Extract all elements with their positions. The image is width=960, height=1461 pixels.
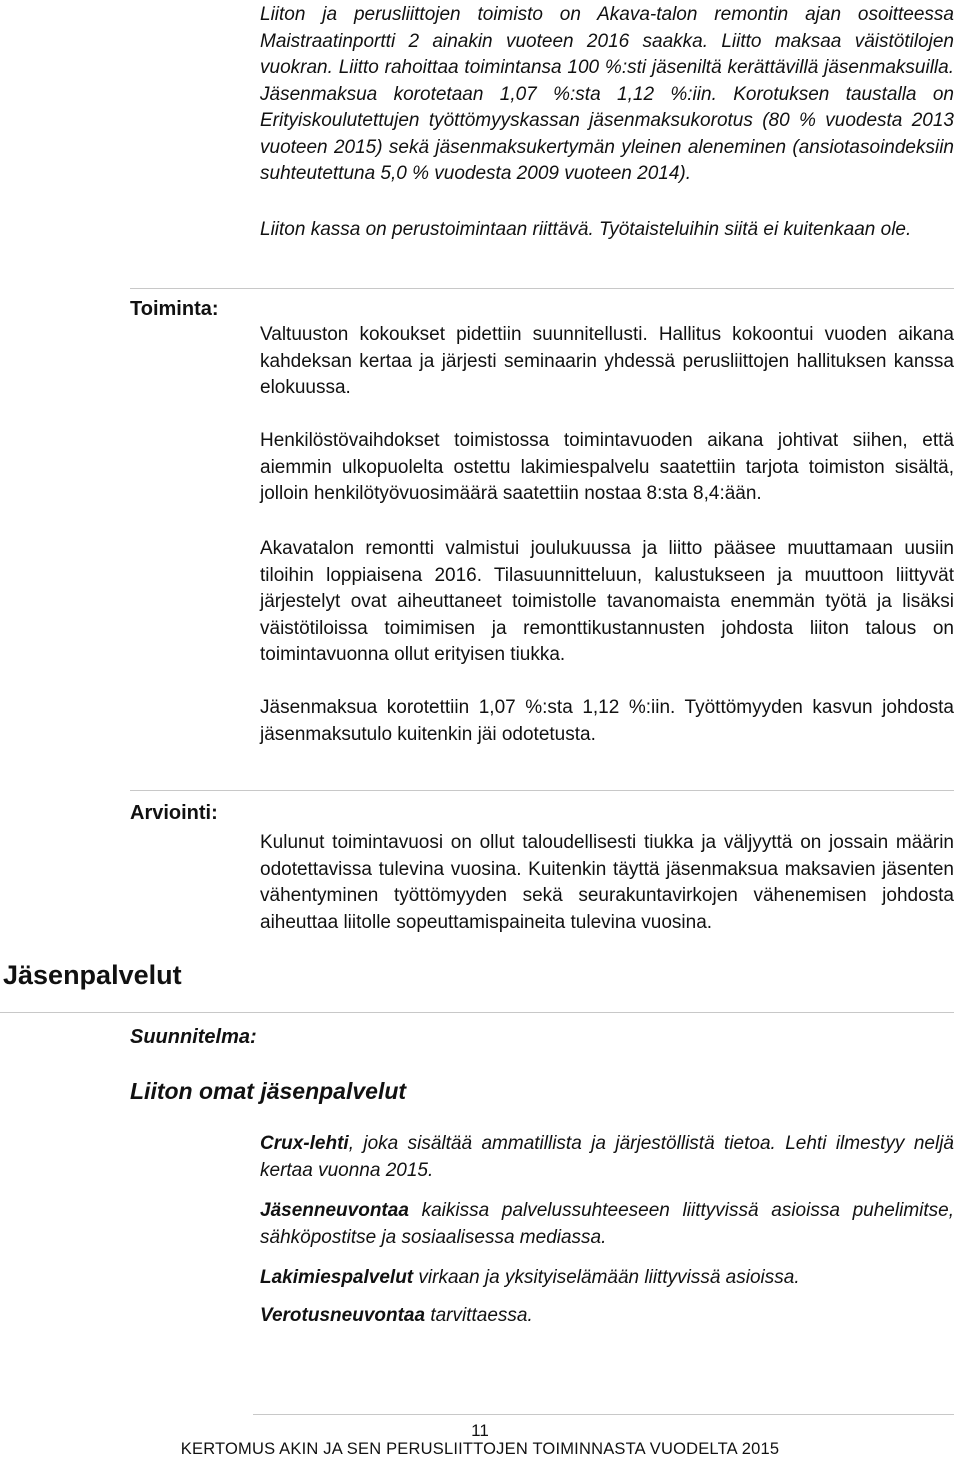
service-description: virkaan ja yksityiselämään liittyvissä asioissa. xyxy=(413,1267,800,1288)
service-term: Verotusneuvontaa xyxy=(260,1305,426,1326)
service-item-crux xyxy=(260,1131,954,1184)
intro-paragraph-2: Liiton kassa on perustoimintaan riittävä. Työtaisteluihin siitä ei kuitenkaan ole. xyxy=(260,219,912,240)
service-description: , joka sisältää ammatillista ja järjestöllistä tietoa. Lehti ilmestyy neljä kertaa vuonna 2015. xyxy=(260,1133,954,1181)
service-item-lakimies xyxy=(260,1265,954,1292)
section-divider-jasenpalvelut xyxy=(0,1012,954,1013)
toiminta-paragraph-1: Valtuuston kokoukset pidettiin suunnitellusti. Hallitus kokoontui vuoden aikana kahdeksan kertaa ja järjesti seminaarin yhdessä perusliittojen hallituksen kanssa elokuussa. xyxy=(260,324,954,398)
section-divider-toiminta xyxy=(130,288,954,289)
intro-paragraph-1: Liiton ja perusliittojen toimisto on Akava-talon remontin ajan osoitteessa Maistraatinportti 2 ainakin vuoteen 2016 saakka. Liitto maksaa väistötilojen vuokran. Liitto rahoittaa toimintansa 100 %:sti jäseniltä kerättävillä jäsenmaksuilla. Jäsenmaksua korotetaan 1,07 %:sta 1,12 %:iin. Korotuksen taustalla on Erityiskoulutettujen työttömyyskassan jäsenmaksukorotus (80 % vuodesta 2013 vuoteen 2015) sekä jäsenmaksukertymän yleinen aleneminen (ansiotasoindeksiin suhteutettuna 5,0 % vuodesta 2009 vuoteen 2014). xyxy=(260,4,954,184)
jasenpalvelut-subheading: Liiton omat jäsenpalvelut xyxy=(130,1078,407,1104)
footer-title: KERTOMUS AKIN JA SEN PERUSLIITTOJEN TOIMINNASTA VUODELTA 2015 xyxy=(180,1440,780,1458)
service-term: Jäsenneuvontaa xyxy=(260,1200,409,1221)
suunnitelma-label: Suunnitelma: xyxy=(130,1026,257,1048)
section-divider-arviointi xyxy=(130,790,954,791)
jasenpalvelut-heading: Jäsenpalvelut xyxy=(3,960,182,990)
footer-divider xyxy=(253,1414,954,1415)
arviointi-paragraph-1: Kulunut toimintavuosi on ollut taloudellisesti tiukka ja väljyyttä on jossain määrin odotettavissa tulevina vuosina. Kuitenkin täyttä jäsenmaksua maksavien jäsenten vähentyminen työttömyyden sekä seurakuntavirkojen vähenemisen johdosta aiheuttaa liitolle sopeuttamispaineita tulevina vuosina. xyxy=(260,832,954,933)
service-item-verotus xyxy=(260,1303,954,1330)
page-number: 11 xyxy=(471,1421,489,1440)
toiminta-label: Toiminta: xyxy=(130,298,219,320)
toiminta-paragraph-4: Jäsenmaksua korotettiin 1,07 %:sta 1,12 %:iin. Työttömyyden kasvun johdosta jäsenmaksutulo kuitenkin jäi odotetusta. xyxy=(260,697,954,745)
service-description: tarvittaessa. xyxy=(425,1305,533,1326)
toiminta-paragraph-3: Akavatalon remontti valmistui joulukuussa ja liitto pääsee muuttamaan uusiin tiloihin loppiaisena 2016. Tilasuunnitteluun, kalustukseen ja muuttoon liittyvät järjestelyt ovat aiheuttaneet toimistolle tavanomaista enemmän työtä ja lisäksi väistötiloissa toimimisen ja remonttikustannusten johdosta liiton talous on toimintavuonna ollut erityisen tiukka. xyxy=(260,538,954,665)
service-term: Crux-lehti xyxy=(260,1133,349,1154)
toiminta-paragraph-2: Henkilöstövaihdokset toimistossa toimintavuoden aikana johtivat siihen, että aiemmin ulkopuolelta ostettu lakimiespalvelu saatettiin tarjota toimiston sisältä, jolloin henkilötyövuosimäärä saatettiin nostaa 8:sta 8,4:ään. xyxy=(260,430,954,504)
service-term: Lakimiespalvelut xyxy=(260,1267,414,1288)
service-description: kaikissa palvelussuhteeseen liittyvissä asioissa puhelimitse, sähköpostitse ja sosiaalisessa mediassa. xyxy=(260,1200,954,1248)
service-item-neuvonta xyxy=(260,1198,954,1251)
arviointi-label: Arviointi: xyxy=(130,802,218,824)
